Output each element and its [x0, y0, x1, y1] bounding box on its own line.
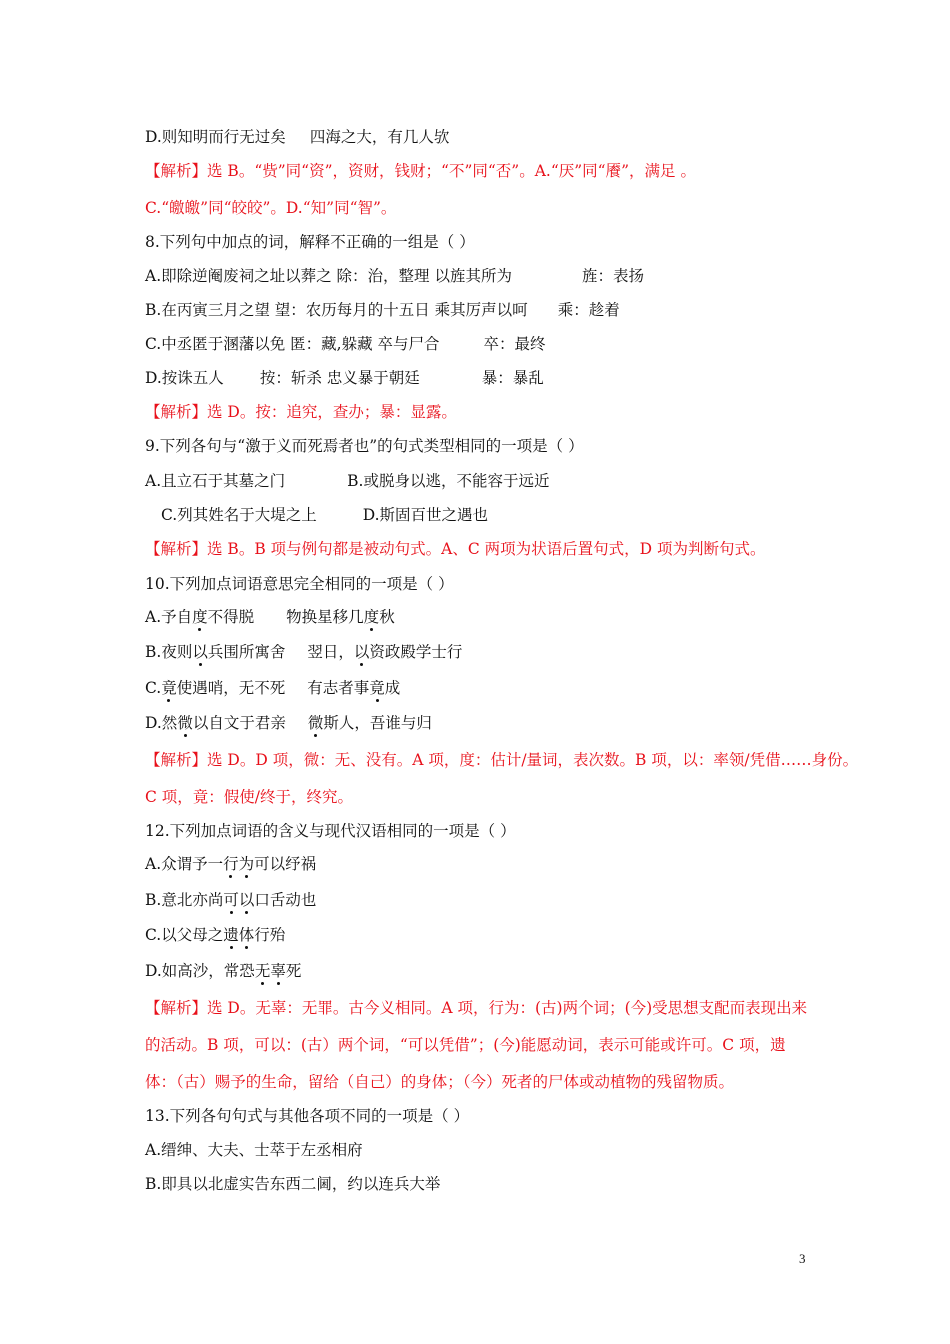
- option-line: C.列其姓名于大堤之上 D.斯固百世之遇也: [161, 506, 489, 524]
- emphasis-dot-word: 竟: [161, 679, 177, 697]
- option-line: B.夜则以兵围所寓舍 翌日，以资政殿学士行: [145, 643, 463, 661]
- option-line: B.即具以北虚实告东西二阃，约以连兵大举: [145, 1175, 441, 1193]
- option-line: A.众谓予一行为可以纾祸: [145, 855, 317, 873]
- analysis-text: C 项，竟：假使/终于，终究。: [145, 788, 354, 806]
- emphasis-dot-word: 度: [192, 608, 208, 626]
- emphasis-dot-word: 无: [254, 962, 271, 980]
- option-line: D.则知明而行无过矣 四海之大，有几人欤: [145, 128, 450, 146]
- question-stem: 12.下列加点词语的含义与现代汉语相同的一项是（ ）: [145, 822, 516, 840]
- emphasis-dot-word: 竟: [369, 679, 385, 697]
- analysis-text: C.“皦皦”同“皎皎”。D.“知”同“智”。: [145, 199, 397, 217]
- question-stem: 13.下列各句句式与其他各项不同的一项是（ ）: [145, 1107, 470, 1125]
- question-stem: 8.下列句中加点的词，解释不正确的一组是（ ）: [145, 233, 475, 251]
- option-line: D.然微以自文于君亲 微斯人，吾谁与归: [145, 714, 432, 732]
- option-line: A.即除逆阉废祠之址以葬之 除：治，整理 以旌其所为 旌：表扬: [145, 267, 644, 285]
- emphasis-dot-word: 以: [238, 891, 255, 909]
- question-stem: 9.下列各句与“激于义而死焉者也”的句式类型相同的一项是（ ）: [145, 437, 584, 455]
- analysis-text: 【解析】选 D。无辜：无罪。古今义相同。A 项，行为：(古)两个词；(今)受思想支配而表现出来: [145, 999, 808, 1017]
- analysis-text: 【解析】选 B。B 项与例句都是被动句式。A、C 两项为状语后置句式，D 项为判断句式。: [145, 540, 766, 558]
- option-line: A.且立石于其墓之门 B.或脱身以逃，不能容于远近: [145, 472, 550, 490]
- page-number: 3: [799, 1251, 806, 1266]
- option-line: C.中丞匿于溷藩以免 匿：藏,躲藏 卒与尸合 卒：最终: [145, 335, 546, 353]
- emphasis-dot-word: 辜: [270, 962, 286, 980]
- analysis-text: 【解析】选 D。D 项，微：无、没有。A 项，度：估计/量词，表次数。B 项，以：率领/凭借……身份。: [145, 751, 859, 769]
- emphasis-dot-word: 行: [223, 855, 239, 873]
- question-stem: 10.下列加点词语意思完全相同的一项是（ ）: [145, 575, 454, 593]
- emphasis-dot-word: 体: [238, 926, 255, 944]
- analysis-text: 体：（古）赐予的生命，留给（自己）的身体；（今）死者的尸体或动植物的残留物质。: [145, 1073, 735, 1091]
- emphasis-dot-word: 度: [363, 608, 380, 626]
- analysis-text: 【解析】选 B。“赀”同“资”，资财，钱财；“不”同“否”。A.“厌”同“餍”，满足 。: [145, 162, 696, 180]
- analysis-text: 【解析】选 D。按：追究，查办；暴：显露。: [145, 403, 457, 421]
- option-line: D.按诛五人 按：斩杀 忠义暴于朝廷 暴：暴乱: [145, 369, 544, 387]
- option-line: B.意北亦尚可以口舌动也: [145, 891, 317, 909]
- option-line: A.缙绅、大夫、士萃于左丞相府: [145, 1141, 363, 1159]
- option-line: C.以父母之遗体行殆: [145, 926, 286, 944]
- emphasis-dot-word: 微: [177, 714, 193, 732]
- emphasis-dot-word: 以: [353, 643, 370, 661]
- option-line: D.如高沙，常恐无辜死: [145, 962, 302, 980]
- option-line: C.竟使遇哨，无不死 有志者事竟成: [145, 679, 401, 697]
- option-line: B.在丙寅三月之望 望：农历每月的十五日 乘其厉声以呵 乘：趁着: [145, 301, 620, 319]
- emphasis-dot-word: 微: [307, 714, 324, 732]
- emphasis-dot-word: 为: [238, 855, 255, 873]
- emphasis-dot-word: 可: [223, 891, 239, 909]
- emphasis-dot-word: 遗: [223, 926, 239, 944]
- analysis-text: 的活动。B 项，可以：(古）两个词，“可以凭借”；(今)能愿动词，表示可能或许可。C 项，遗: [145, 1036, 786, 1054]
- option-line: A.予自度不得脱 物换星移几度秋: [145, 608, 395, 626]
- emphasis-dot-word: 以: [192, 643, 208, 661]
